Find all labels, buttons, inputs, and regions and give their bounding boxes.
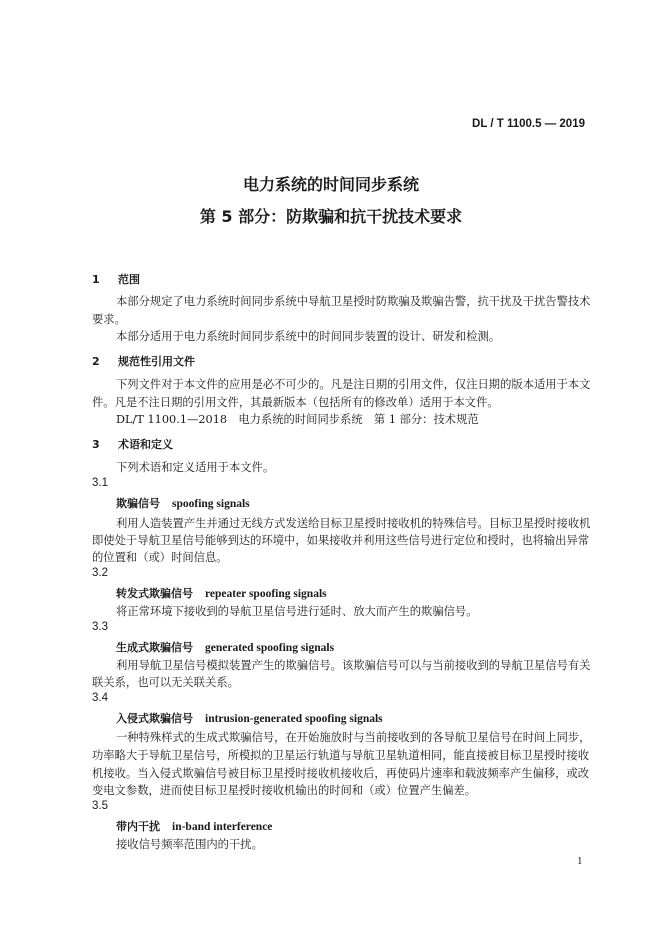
references-paragraph-line: 下列文件对于本文件的应用是必不可少的。凡是注日期的引用文件，仅注日期的版本适用于本文 xyxy=(116,378,591,391)
definition-line: 接收信号频率范围内的干扰。 xyxy=(116,838,263,851)
section-heading-text: 规范性引用文件 xyxy=(118,355,195,368)
definition-line: 即使处于导航卫星信号能够到达的环境中，如果接收并利用这些信号进行定位和授时，也将输出异常 xyxy=(92,534,590,547)
section-number: 3 xyxy=(92,438,100,451)
definition-line: 功率略大于导航卫星信号，所模拟的卫星运行轨道与导航卫星轨道相同，能直接被目标卫星授时接收 xyxy=(92,749,590,762)
document-title: 电力系统的时间同步系统 xyxy=(242,175,419,194)
definition-line: 机接收。当入侵式欺骗信号被目标卫星授时接收机接收后，再使码片速率和载波频率产生偏移，或改 xyxy=(92,767,590,780)
term-number: 3.1 xyxy=(92,477,108,489)
term-en: generated spoofing signals xyxy=(205,642,335,654)
section-heading-scope xyxy=(92,271,140,287)
term-en: in-band interference xyxy=(172,821,273,833)
terms-intro: 下列术语和定义适用于本文件。 xyxy=(116,461,275,474)
section-heading-text: 范围 xyxy=(118,273,140,286)
term-en: spoofing signals xyxy=(172,498,250,510)
reference-entry: DL/T 1100.1—2018 电力系统的时间同步系统 第 1 部分：技术规范 xyxy=(116,413,479,426)
definition-line: 变电文参数，进而使目标卫星授时接收机输出的时间和（或）位置产生偏差。 xyxy=(92,784,477,797)
term-zh: 入侵式欺骗信号 xyxy=(116,712,193,725)
term-heading xyxy=(116,639,334,655)
definition-line: 联关系，也可以无关联关系。 xyxy=(92,676,239,689)
references-paragraph-line: 件。凡是不注日期的引用文件，其最新版本（包括所有的修改单）适用于本文件。 xyxy=(92,396,499,409)
section-heading-normative-references xyxy=(92,353,195,369)
term-zh: 带内干扰 xyxy=(116,820,160,833)
definition-line: 一种特殊样式的生成式欺骗信号，在开始施放时与当前接收到的各导航卫星信号在时间上同步， xyxy=(116,731,591,744)
term-en: intrusion-generated spoofing signals xyxy=(205,713,383,725)
term-zh: 欺骗信号 xyxy=(116,497,160,510)
term-heading xyxy=(116,818,272,834)
scope-paragraph-line: 本部分规定了电力系统时间同步系统中导航卫星授时防欺骗及欺骗告警，抗干扰及干扰告警技术 xyxy=(116,295,591,308)
page-number: 1 xyxy=(577,855,583,867)
section-number: 2 xyxy=(92,355,100,368)
section-number: 1 xyxy=(92,273,100,286)
term-en: repeater spoofing signals xyxy=(205,588,327,600)
term-number: 3.3 xyxy=(92,621,108,633)
term-zh: 生成式欺骗信号 xyxy=(116,641,193,654)
definition-line: 的位置和（或）时间信息。 xyxy=(92,551,228,564)
term-heading xyxy=(116,495,250,511)
section-heading-text: 术语和定义 xyxy=(118,438,173,451)
part-title: 第 5 部分：防欺骗和抗干扰技术要求 xyxy=(199,207,463,226)
standard-number: DL / T 1100.5 — 2019 xyxy=(472,118,585,130)
definition-line: 利用人造装置产生并通过无线方式发送给目标卫星授时接收机的特殊信号。目标卫星授时接收机 xyxy=(116,517,591,530)
term-number: 3.5 xyxy=(92,800,108,812)
term-heading xyxy=(116,710,383,726)
definition-line: 将正常环境下接收到的导航卫星信号进行延时、放大而产生的欺骗信号。 xyxy=(116,605,478,618)
scope-paragraph-line: 要求。 xyxy=(92,313,126,326)
definition-line: 利用导航卫星信号模拟装置产生的欺骗信号。该欺骗信号可以与当前接收到的导航卫星信号有关 xyxy=(116,659,591,672)
term-number: 3.2 xyxy=(92,567,108,579)
term-heading xyxy=(116,585,327,601)
term-zh: 转发式欺骗信号 xyxy=(116,587,193,600)
term-number: 3.4 xyxy=(92,692,108,704)
scope-paragraph-line: 本部分适用于电力系统时间同步系统中的时间同步装置的设计、研发和检测。 xyxy=(116,330,501,343)
section-heading-terms-definitions xyxy=(92,436,173,452)
